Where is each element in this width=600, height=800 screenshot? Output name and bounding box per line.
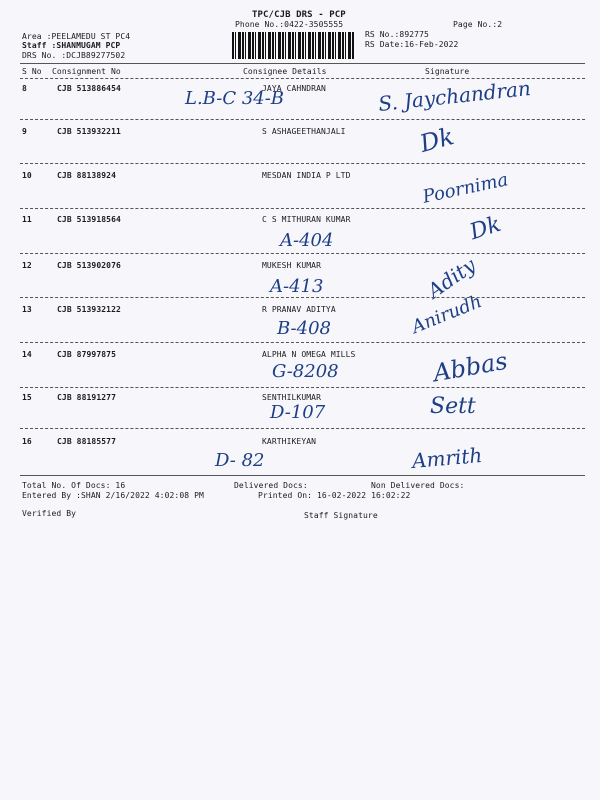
table-row [0,290,600,347]
handwritten-signature: S. Jaychandran [377,76,532,116]
handwritten-note: G-8208 [272,361,339,382]
row-consignee: JAYA CAHNDRAN [262,84,326,93]
row-sno: 10 [22,171,32,180]
row-consignee: SENTHILKUMAR [262,393,321,402]
rs-number: RS No.:892775 [365,30,429,39]
row-consignee: C S MITHURAN KUMAR [262,215,351,224]
row-consignee: R PRANAV ADITYA [262,305,336,314]
col-signature: Signature [425,67,470,76]
row-sno: 9 [22,127,27,136]
row-consignment: CJB 88185577 [57,437,116,446]
row-consignee: ALPHA N OMEGA MILLS [262,350,356,359]
document-title: TPC/CJB DRS - PCP [252,10,346,20]
row-sno: 11 [22,215,32,224]
col-consignee: Consignee Details [243,67,327,76]
handwritten-signature: Sett [430,394,476,419]
row-consignee: MESDAN INDIA P LTD [262,171,351,180]
row-consignment: CJB 88191277 [57,393,116,402]
row-consignee: MUKESH KUMAR [262,261,321,270]
phone-number: Phone No.:0422-3505555 [235,20,344,29]
row-sno: 14 [22,350,32,359]
handwritten-signature: Dk [466,211,505,246]
handwritten-note: A-404 [280,230,334,251]
handwritten-note: L.B-C 34-B [185,88,285,109]
area-label: Area :PEELAMEDU ST PC4 [22,32,131,41]
row-divider [20,208,585,209]
table-row [0,434,600,479]
row-divider [20,428,585,429]
row-consignment: CJB 513932211 [57,127,121,136]
page-number: Page No.:2 [453,20,503,29]
verified-by: Verified By [22,509,77,518]
row-consignee: S ASHAGEETHANJALI [262,127,346,136]
entered-by: Entered By :SHAN 2/16/2022 4:02:08 PM [22,491,204,500]
row-divider [20,342,585,343]
row-consignment: CJB 88138924 [57,171,116,180]
handwritten-signature: Abbas [431,346,510,388]
row-consignee: KARTHIKEYAN [262,437,317,446]
row-divider [20,119,585,120]
table-row [0,168,600,213]
row-sno: 15 [22,393,32,402]
barcode-image [232,32,355,59]
handwritten-signature: Amrith [411,442,484,474]
table-row [0,76,600,127]
table-bottom-rule [20,475,585,476]
row-consignment: CJB 513886454 [57,84,121,93]
handwritten-signature: Poornima [420,169,511,208]
table-row [0,347,600,392]
printed-on: Printed On: 16-02-2022 16:02:22 [258,491,411,500]
row-sno: 16 [22,437,32,446]
row-divider [20,297,585,298]
row-consignment: CJB 513902076 [57,261,121,270]
row-sno: 12 [22,261,32,270]
staff-label: Staff :SHANMUGAM PCP [22,41,121,50]
header-rule [20,63,585,64]
col-consignment: Consignment No [52,67,121,76]
delivered-docs: Delivered Docs: [234,481,308,490]
total-docs: Total No. Of Docs: 16 [22,481,126,490]
row-consignment: CJB 87997875 [57,350,116,359]
handwritten-signature: Adity [422,252,481,304]
drs-number: DRS No. :DCJB89277502 [22,51,126,60]
row-divider [20,387,585,388]
handwritten-note: D- 82 [215,450,265,471]
table-row [0,212,600,257]
handwritten-note: A-413 [270,276,324,297]
row-divider [20,253,585,254]
staff-signature-label: Staff Signature [304,511,378,520]
handwritten-note: D-107 [270,402,326,423]
handwritten-note: B-408 [277,318,331,339]
handwritten-signature: Anirudh [408,290,485,339]
row-sno: 8 [22,84,27,93]
col-sno: S No [22,67,42,76]
row-sno: 13 [22,305,32,314]
non-delivered-docs: Non Delivered Docs: [371,481,465,490]
row-divider [20,163,585,164]
row-consignment: CJB 513932122 [57,305,121,314]
handwritten-signature: Dk [416,122,457,158]
rs-date: RS Date:16-Feb-2022 [365,40,459,49]
row-consignment: CJB 513918564 [57,215,121,224]
